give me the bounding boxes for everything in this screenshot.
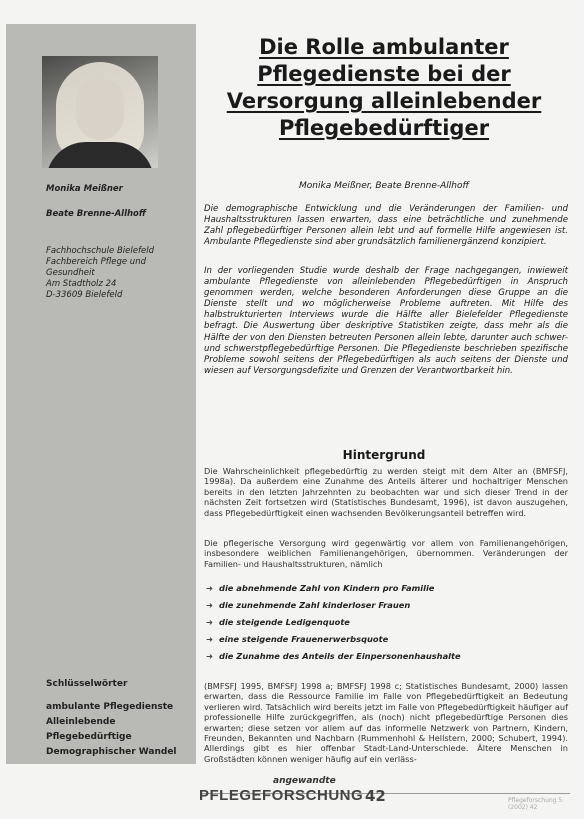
arrow-right-icon: ➜ [206,600,213,610]
footer-small-label: angewandte [273,776,336,786]
sidebar-author-2: Beate Brenne-Allhoff [46,209,146,219]
arrow-right-icon: ➜ [206,651,213,661]
keyword-item: Demographischer Wandel [46,747,177,757]
body-paragraph-1: Die Wahrscheinlichkeit pflegebedürftig zu werden steigt mit dem Alter an (BMFSFJ, 1998a). Da außerdem eine Zunahme des Anteils älterer und hochaltriger Menschen bereits in den letzten Jahrzehnten zu beobachten war und sich dieser Trend in der nächsten Zeit fortsetzen wird (Statistisches Bundesamt, 1996), ist davon auszugehen, dass Pflegebedürftigkeit einen wachsenden Bevölkerungsanteil betreffen wird. [204,466,568,518]
sidebar-author-1: Monika Meißner [46,184,123,194]
page-number: 42 [365,787,386,805]
author-photo [42,56,158,168]
body-paragraph-2: Die pflegerische Versorgung wird gegenwärtig vor allem von Familienangehörigen, insbesondere weiblichen Familienangehörigen, übernommen. Veränderungen der Familien- und Haushaltsstrukturen, nämlich [204,538,568,569]
arrow-right-icon: ➜ [206,634,213,644]
address-line: Fachbereich Pflege und [46,257,146,267]
bullet-text: die abnehmende Zahl von Kindern pro Familie [219,583,435,593]
bullet-item [206,583,566,600]
keyword-item: Pflegebedürftige [46,732,132,742]
author-sidebar [6,24,196,764]
bullet-item [206,634,566,651]
journal-footer [195,776,495,816]
bullet-text: eine steigende Frauenerwerbsquote [219,634,389,644]
body-paragraph-3: (BMFSFJ 1995, BMFSFJ 1998 a; BMFSFJ 1998 c; Statistisches Bundesamt, 2000) lassen erwarten, dass die Ressource Familie im Falle von Pflegebedürftigkeit an Bedeutung verlieren wird. Tatsächlich wird bereits jetzt im Falle von Pflegebedürftigkeit häufiger auf professionelle Hilfe zurückgegriffen, als (noch) nicht pflegebedürftige Personen dies erwarten; diese setzen vor allem auf das informelle Netzwerk von Partnern, Kindern, Freunden, Bekannten und Nachbarn (Rummenhohl & Hellstern, 2000; Schubert, 1994). Allerdings gibt es hier offenbar Stadt-Land-Unterschiede. Ältere Menschen in Großstädten können weniger häufig auf ein verläss- [204,681,568,764]
journal-name: PFLEGEFORSCHUNG [199,787,364,804]
keyword-item: Alleinlebende [46,717,116,727]
keywords-heading: Schlüsselwörter [46,679,128,689]
address-line: Gesundheit [46,268,95,278]
article-byline: Monika Meißner, Beate Brenne-Allhoff [299,181,469,191]
section-heading: Hintergrund [342,448,426,462]
abstract-paragraph-2: In der vorliegenden Studie wurde deshalb der Frage nachgegangen, inwieweit ambulante Pflegedienste von alleinlebenden Pflegebedürftigen in Anspruch genommen werden, welche besonderen Anforderungen diese Gruppe an die Dienste stellt und wo möglicherweise Probleme auftreten. Mit Hilfe des halbstrukturierten Interviews wurde die Hälfte aller Bielefelder Pflegedienste befragt. Die Auswertung über deskriptive Statistiken zeigte, dass mehr als die Hälfte der von den Diensten betreuten Personen allein lebte, darunter auch schwer- und schwerstpflegebedürftige Personen. Die Pflegedienste beschrieben spezifische Probleme sowohl seitens der Pflegebedürftigen als auch seitens der Dienste und wiesen auf Versorgungsdefizite und Grenzen der Verantwortbarkeit hin. [204,266,568,376]
article-title: Die Rolle ambulanter Pflegedienste bei der Versorgung alleinlebender Pflegebedürftiger [226,35,542,140]
photo-face [76,78,124,140]
arrow-right-icon: ➜ [206,617,213,627]
author-address [46,246,176,301]
footer-citation: Pflegeforschung 5 (2002) 42 [508,797,563,811]
abstract-paragraph-1: Die demographische Entwicklung und die Veränderungen der Familien- und Haushaltsstrukturen lassen erwarten, dass eine beträchtliche und zunehmende Zahl pflegebedürftiger Personen allein lebt und auf formelle Hilfe angewiesen ist. Ambulante Pflegedienste sind aber grundsätzlich familienergänzend konzipiert. [204,204,568,248]
bullet-item [206,600,566,617]
arrow-right-icon: ➜ [206,583,213,593]
bullet-text: die zunehmende Zahl kinderloser Frauen [219,600,411,610]
address-line: D-33609 Bielefeld [46,290,123,300]
bullet-item [206,651,566,668]
keywords-list [46,700,177,760]
address-line: Fachhochschule Bielefeld [46,246,154,256]
bullet-list [206,583,566,668]
keyword-item: ambulante Pflegedienste [46,702,174,712]
bullet-item [206,617,566,634]
address-line: Am Stadtholz 24 [46,279,117,289]
bullet-text: die Zunahme des Anteils der Einpersonenhaushalte [219,651,461,661]
bullet-text: die steigende Ledigenquote [219,617,350,627]
